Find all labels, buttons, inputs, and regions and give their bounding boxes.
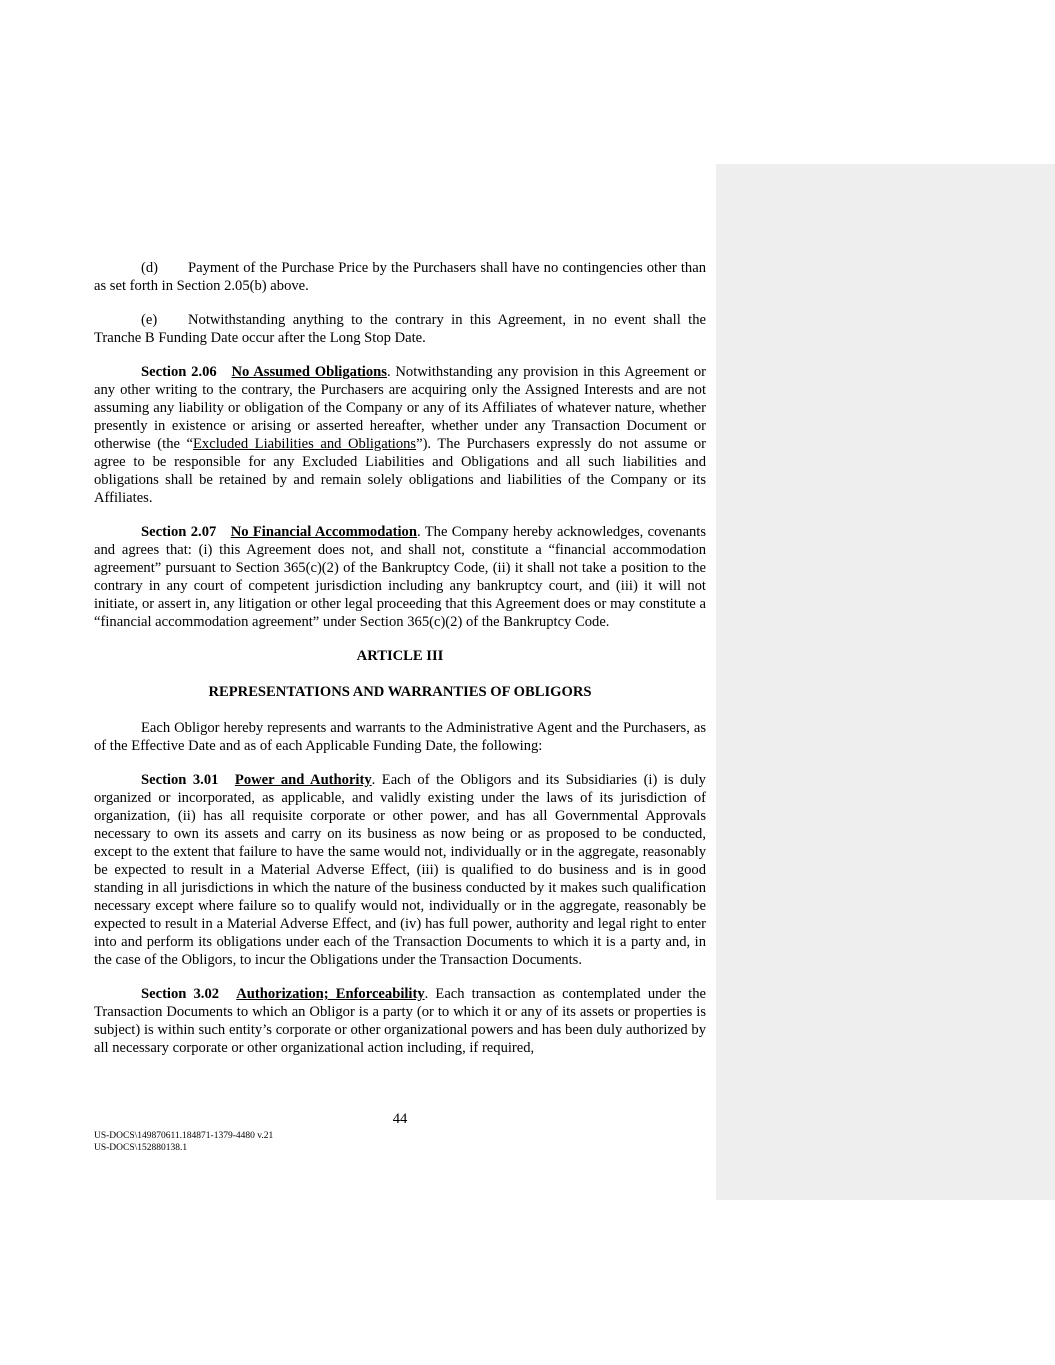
paragraph-e <box>94 311 706 347</box>
article-title: REPRESENTATIONS AND WARRANTIES OF OBLIGORS <box>208 684 592 700</box>
section-3-01 <box>94 771 706 969</box>
section-text-continued: ”). The Purchasers expressly do not assume or agree to be responsible for any Excluded Liabilities and Obligations and all such liabilities and obligations shall be retained by and remain solely obligations and liabilities of the Company or its Affiliates. <box>94 436 707 506</box>
section-3-02 <box>94 985 706 1057</box>
section-text: . Notwithstanding any provision in this Agreement or any other writing to the contrary, the Purchasers are acquiring only the Assigned Interests and are not assuming any liability or obligation of the Company or any of its Affiliates of whatever nature, whether presently in existence or arising or asserted hereafter, whether under any Transaction Document or otherwise (the “ <box>94 364 706 452</box>
section-number: Section 3.01 <box>141 772 219 788</box>
article-heading: ARTICLE III <box>356 648 444 664</box>
section-title: Authorization; Enforceability <box>236 986 425 1002</box>
section-title: No Assumed Obligations <box>231 364 387 380</box>
defined-term: Excluded Liabilities and Obligations <box>193 436 417 452</box>
article-intro <box>94 719 706 755</box>
page-number: 44 <box>392 1111 408 1127</box>
section-number: Section 2.07 <box>141 524 217 540</box>
section-number: Section 3.02 <box>141 986 220 1002</box>
comment-pane <box>716 164 1055 1200</box>
section-text: . Each of the Obligors and its Subsidiaries (i) is duly organized or incorporated, as applicable, and validly existing under the laws of its jurisdiction of organization, (ii) has all requisite corporate or other power, and has all Governmental Approvals necessary to own its assets and carry on its business as now being or as proposed to be conducted, except to the extent that failure to have the same would not, individually or in the aggregate, reasonably be expected to result in a Material Adverse Effect, (iii) is qualified to do business and is in good standing in all jurisdictions in which the nature of the business conducted by it makes such qualification necessary except where failure so to qualify would not, individually or in the aggregate, reasonably be expected to result in a Material Adverse Effect, and (iv) has full power, authority and legal right to enter into and perform its obligations under each of the Transaction Documents to which it is a party and, in the case of the Obligors, to incur the Obligations under the Transaction Documents. <box>94 772 706 968</box>
section-2-06 <box>94 363 706 507</box>
paragraph-text: Payment of the Purchase Price by the Purchasers shall have no contingencies other than as set forth in Section 2.05(b) above. <box>94 260 706 294</box>
section-2-07 <box>94 523 706 631</box>
paragraph-label: (d) <box>141 260 159 276</box>
article-intro-text: Each Obligor hereby represents and warrants to the Administrative Agent and the Purchasers, as of the Effective Date and as of each Applicable Funding Date, the following: <box>94 720 706 754</box>
section-title: Power and Authority <box>234 772 372 788</box>
section-text: . Each transaction as contemplated under the Transaction Documents to which an Obligor is a party (or to which it or any of its assets or properties is subject) is within such entity’s corporate or other organizational powers and has been duly authorized by all necessary corporate or other organizational action including, if required, <box>94 986 706 1056</box>
document-body <box>94 259 706 1073</box>
paragraph-text: Notwithstanding anything to the contrary in this Agreement, in no event shall the Tranche B Funding Date occur after the Long Stop Date. <box>94 312 706 346</box>
section-number: Section 2.06 <box>141 364 217 380</box>
paragraph-label: (e) <box>141 312 158 328</box>
footer-doc-id: US-DOCS\149870611.184871-1379-4480 v.21 <box>94 1131 274 1141</box>
footer-doc-id-secondary: US-DOCS\152880138.1 <box>94 1143 188 1153</box>
document-footer <box>94 1130 273 1154</box>
section-text: . The Company hereby acknowledges, covenants and agrees that: (i) this Agreement does not, and shall not, constitute a “financial accommodation agreement” pursuant to Section 365(c)(2) of the Bankruptcy Code, (ii) it shall not take a position to the contrary in any court of competent jurisdiction including any bankruptcy court, and (iii) it will not initiate, or assert in, any litigation or other legal proceeding that this Agreement does or may constitute a “financial accommodation agreement” under Section 365(c)(2) of the Bankruptcy Code. <box>94 524 707 630</box>
paragraph-d <box>94 259 706 295</box>
section-title: No Financial Accommodation <box>230 524 417 540</box>
